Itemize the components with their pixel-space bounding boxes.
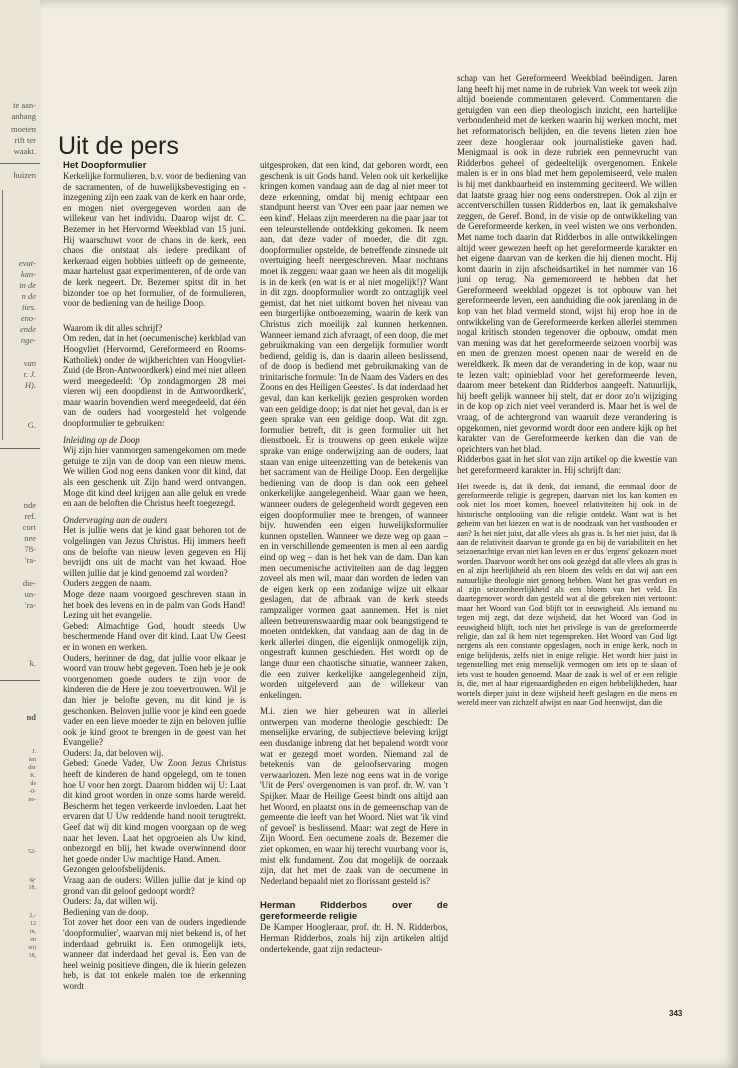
divider <box>0 163 40 164</box>
fragment: 78- <box>24 544 36 554</box>
fragment: huizen <box>13 170 36 180</box>
fragment: waakt. <box>13 146 36 156</box>
fragment: ties. <box>22 302 36 312</box>
fragment: nge- <box>20 335 36 345</box>
fragment: de <box>30 781 36 787</box>
paragraph: Ouders zeggen de naam. <box>63 578 152 589</box>
fragment: in, <box>29 929 36 935</box>
paragraph: Ridderbos gaat in het slot van zijn artikel op die kwestie van het gereformeerd karakter in. Hij schrijft dan: <box>457 454 677 475</box>
fragment: ten <box>28 757 36 763</box>
paragraph: Ouders, herinner de dag, dat jullie voor elkaar je woord van trouw hebt gegeven. Toen heb je je ook voorgenomen goede ouders te zijn voor de kinderen die de Here je zou toevertrouwen. Wil je dan hier je belofte geven, nu dit kind je is geschonken. Beloven jullie voor je kind een goede vader en een lieve moeder te zijn en beloven jullie ook je kind groot te brengen in de geest van het Evangelie? <box>63 652 246 748</box>
paragraph: Gebed: Almachtige God, houdt steeds Uw beschermende Hand over dit kind. Laat Uw Geest er in wonen en werken. <box>63 620 246 652</box>
fragment: r. J. <box>23 369 36 379</box>
paragraph: Bediening van de doop. <box>63 906 149 917</box>
fragment: ig- <box>29 877 36 883</box>
block-quote: Het tweede is, dat ik denk, dat iemand, die eenmaal door de gereformeerde religie is gegrepen, daarvan niet los kan komen en ook niet los moet komen, hoeveel relativiteiten hij ook in de historische ontplooiing van die religie ontdekt. Want wat is het geheim van het kiezen en wat is de noodzaak van het vasthouden er aan? Is het niet juist, dat alle vlees als gras is. Is het niet juist, dat ik aan de relativiteit daarvan te gronde ga en bij de variabiliteit en het seizoenachtige ervan niet kan leven en er dus 'ergens' gekozen moet worden. Daarvoor wordt het ons ook gezègd dat alle vlees als gras is en al zijn heerlijkheid als een bloem des velds en dat wij aan een natuurlijke theologie niet genoeg hebben. Want het gras verdort en al zijn seizoenheerlijkheid als een bloem van het veld. En daartegenover wordt dan gesteld wat al die gebreken niet vertoont: maar het Woord van God blijft tot in eeuwigheid. Als iemand nu tegen mij zegt, dat deze wijsheid, dat het Woord van God in eeuwigheid blijft, toch niet het privilege is van de gereformeerde religie, dan zal ik hem niet tegenspreken. Het Woord van God ligt nergens als een constante opgeslagen, noch in enige kerk, noch in enige belijdenis, zelfs niet in enige religie. Het wordt hier juist in tegenstelling met enig menselijk vermogen om iets op te slaan of iets vast te houden genoemd. Maar de zaak is wel of er een religie is, die, met al haar eigenaardigheden en eigen hebbelijkheden, haar wortels dieper juist in deze wijsheid heeft geslagen en die mens en wereld meer van zichzelf afwijst en naar God heenwijst, dan die <box>457 481 677 707</box>
fragment: ende <box>19 324 36 334</box>
fragment: nde <box>23 500 36 510</box>
column-2 <box>260 160 448 990</box>
paragraph: schap van het Gereformeerd Weekblad beëindigen. Jaren lang heeft hij met name in de rubriek Van week tot week zijn altijd boeiende commentaren geleverd. Commentaren die getuigden van een diep theologisch inzicht, een hartelijke verbondenheid met de kerken waarin hij werken mocht, met het reformatorisch belijden, en die tevens lieten zien hoe zeer deze hoogleraar ook journalistieke gaven had. Menigmaal is ook in deze rubriek een pennevrucht van Ridderbos geheel of gedeeltelijk overgenomen. Enkele malen is er in ons blad met hem gepolemiseerd, vele malen is hij met dankbaarheid en instemming geciteerd. We willen dat laatste graag hier nog eens onderstrepen. Ook al zijn er accentverschillen tussen Ridderbos en, laat ik gemakshalve zeggen, de Geref. Bond, in de visie op de ontwikkeling van de Gereformeerde kerken, in veel wisten we ons verbonden. Met name toch daarin dat Ridderbos in alle ontwikkelingen altijd weer gewezen heeft op het gereformeerde karakter en het eigene daarvan van de kerken die hij dienen mocht. Hij komt daarin in zijn afscheidsartikel in het nummer van 16 juni op terug. Na gememoreerd te hebben dat het Gereformeerd weekblad opgezet is tot opbouw van het gereformeerde leven, een aanduiding die ook jarenlang in de kop van het blad vermeld stond, wijst hij erop hoe in de ontwikkeling van de Gereformeerde kerken allerlei stemmen nogal kritisch stonden tegenover die opbouw, omdat men van mening was dat het gereformeerde seizoen voorbij was en men de grenzen moest openen naar de wereld en de wereldkerk. Ik meen dat de verandering in de kop, waar nu te lezen valt: opinieblad voor het gereformeerde leven, daarom meer betekent dan Ridderbos aangeeft. Natuurlijk, hij heeft gelijk wanneer hij stelt, dat er door zo'n wijziging in de kop op zich niet veel veranderd is. Maar het is wel de vraag, of de achtergrond van waaruit deze verandering is opgekomen, niet gevormd wordt door een andere kijk op het karakter van de Gereformeerde kerken dan die van de oprichters van het blad. <box>457 73 677 454</box>
section-heading: Het Doopformulier <box>63 160 147 171</box>
section-heading: Herman Ridderbos over de gereformeerde religie <box>260 900 448 923</box>
paragraph: Waarom ik dit alles schrijf? <box>63 322 163 333</box>
fragment: nd <box>26 712 36 722</box>
paragraph: uitgesproken, dat een kind, dat geboren wordt, een geschenk is uit Gods hand. Velen ook uit kerkelijke kringen komen vandaag aan de dag al niet meer tot deze erkenning, omdat bij menig echtpaar een standpunt heerst van 'Over een paar jaar nemen we een kind'. Helaas zijn meerderen na die paar jaar tot een teleurstellende ontdekking gekomen. Ik neem aan, dat deze vader of moeder, die dit zgn. doopformulier opstelde, de betreffende zinsnede uit overtuiging heeft neergeschreven. Maar nochtans moet ik zeggen: waar gaan we heen als dit mogelijk is in de kerk (en wat is er al niet mogelijk!)? Want in dit zgn. doopformulier wordt zo ontzaglijk veel gemist, dat het niet uitkomt boven het niveau van een burgerlijke ontboezeming, waarin de kerk van Christus zich moeilijk zal kunnen herkennen. Wanneer iemand zich afvraagt, of een doop, die met gebruikmaking van een dergelijk formulier wordt bediend, geldig is, dan is daarin alleen beslissend, of de doop is bediend met gebruikmaking van de trinitarische formule: 'In de Naam des Vaders en des Zoons en des Heiligen Geestes'. Is dat inderdaad het geval, dan kan kerkelijk gezien gesproken worden van een geldige doop; is dat niet het geval, dan is er geen sprake van een geldige doop. Wat dit zgn. formulier betreft, dit is geen formulier uit het dienstboek. Er is trouwens op geen enkele wijze sprake van enige onderwijzing aan de ouders, laat staan van enige uiteenzetting van de betekenis van het sacrament van de Heilige Doop. Een dergelijke bediening van de doop is dan ook een geheel onkerkelijke aangelegenheid. Waar gaan we heen, wanneer ouders de gelegenheid wordt gegeven een eigen doopformulier mee te brengen, of wanneer bijv. huwenden een eigen huwelijksformulier kunnen opstellen. Wanneer we deze weg op gaan – en in verschillende gemeenten is men al een aardig eind op weg – dan is het hek van de dam. Dan kan men oecumenische activiteiten aan de dag leggen zoveel als men wil, maar dan worden de leden van de eigen kerk op een zodanige wijze uit elkaar geslagen, dat de afbraak van de kerk steeds rampzaliger vormen gaat aannemen. Het is niet alleen betreurenswaardig maar ook beangstigend te moeten ontdekken, dat vandaag aan de dag in de kerk allerlei dingen, die eigenlijk onmogelijk zijn, ongestraft kunnen geschieden. Het wordt op de lange duur een chaotische situatie, wanneer zaken, die een zuiver kerkelijke aangelegenheid zijn, worden uitgeleverd aan de willekeur van enkelingen. <box>260 160 448 700</box>
fragment: J. <box>32 749 36 755</box>
paragraph: M.i. zien we hier gebeuren wat in allerlei ontwerpen van moderne theologie geschiedt: De menselijke ervaring, de subjectieve beleving krijgt een dusdanige inbreng dat het bepalend wordt voor wat er gezegd moet worden. Niemand zal de betekenis van de geloofservaring mogen verwaarlozen. Men leze nog eens wat in de vorige 'Uit de Pers' overgenomen is van prof. dr. W. van 't Spijker. Maar de Heilige Geest bindt ons altijd aan het Woord, en plaatst ons in de gemeenschap van de gemeente die leeft van het Woord. Niet wat 'ik vind of gevoel' is beslissend. Maar: wat zegt de Here in Zijn Woord. Een oecumene zoals dr. Bezemer die ziet opkomen, en waar hij terecht vuurbang voor is, mist elk fundament. Zou dat mogelijk de oorzaak zijn, dat het met de zaak van de oecumene in Nederland bepaald niet zo florissant gesteld is? <box>260 706 448 886</box>
subheading: Inleiding op de Doop <box>63 434 140 445</box>
fragment: nee <box>24 533 36 543</box>
fragment: en <box>30 937 36 943</box>
fragment: 12 <box>30 921 36 927</box>
subheading: Ondervraging aan de ouders <box>63 514 168 525</box>
paragraph: Wij zijn hier vanmorgen samengekomen om mede getuige te zijn van de doop van een nieuw mens. We willen God nog eens danken voor dit kind, dat als een geschenk uit Zijn hand werd ontvangen. Moge dit kind deel krijgen aan alle geluk en vrede en aan de beloften die Christus heeft toegezegd. <box>63 445 246 509</box>
fragment: 18, <box>28 953 36 959</box>
fragment: in de <box>19 280 36 290</box>
column-3 <box>457 73 677 1008</box>
divider <box>2 190 3 440</box>
fragment: cort <box>22 522 36 532</box>
fragment: un- <box>24 589 36 599</box>
fragment: 18, <box>28 885 36 891</box>
fragment: H). <box>24 380 36 390</box>
fragment: evat- <box>19 258 36 268</box>
fragment: G. <box>27 420 36 430</box>
paragraph: Het is jullie wens dat je kind gaat behoren tot de volgelingen van Jezus Christus. Hij immers heeft ons de belofte van nieuw leven gegeven en Hij bevrijdt ons uit de macht van het kwaad. Hoe willen jullie dat je kind genoemd zal worden? <box>63 525 246 578</box>
page-number: 343 <box>669 1009 683 1018</box>
paragraph: Tot zover het door een van de ouders ingediende 'doopformulier', waarvan mij niet bekend is, of het inderdaad gebruikt is. Een onmogelijk iets, wanneer dat inderdaad het geval is. Een van de heel weinig positieve dingen, die ik hierin gelezen heb, is dat tot enkele malen toe de erkenning wordt <box>63 917 246 990</box>
fragment: moeten <box>10 124 36 134</box>
paragraph: Gebed: Goede Vader, Uw Zoon Jezus Christus heeft de kinderen de hand opgelegd, om te tonen hoe U voor hen zorgt. Daarom bidden wij U: Laat dit kind groot worden in onze soms harde wereld. Bescherm het tegen verkeerde invloeden. Laat het ervaren dat U Uw reddende hand nooit terugtrekt. Geef dat wij dit kind mogen voorgaan op de weg naar het leven. Laat het opgroeien als Uw kind, onbezorgd en blij, het kwade overwinnend door het goede onder Uw machtige Hand. Amen. <box>63 758 246 864</box>
fragment: ne- <box>28 797 36 803</box>
fragment: ref. <box>24 511 36 521</box>
fragment: eno- <box>20 313 36 323</box>
fragment: 'ra- <box>25 555 36 565</box>
fragment: anhang <box>11 111 36 121</box>
fragment: k. <box>29 658 36 668</box>
paragraph: Om reden, dat in het (oecumenische) kerkblad van Hoogvliet (Hervormd, Gereformeerd en Rooms-Katholiek) onder de wijkberichten van Hoogvliet-Zuid (de Bron-Antwoordkerk) eind mei niet alleen werd meegedeeld: 'Op zondagmorgen 28 mei vieren wij een doopdienst in de Antwoordkerk', maar waarin bovendien werd meegedeeld, dat één van de ouders had voorgesteld het volgende doopformulier te gebruiken: <box>63 333 246 429</box>
paragraph: De Kamper Hoogleraar, prof. dr. H. N. Ridderbos, Herman Ridderbos, zoals hij zijn artikelen altijd ondertekende, gaat zijn redacteur- <box>260 922 448 954</box>
fragment: 52- <box>28 849 36 855</box>
fragment: der <box>28 765 36 771</box>
fragment: K. <box>30 773 36 779</box>
paragraph: Lezing uit het evangelie. <box>63 610 152 621</box>
fragment: 'ra- <box>25 600 36 610</box>
paragraph: Kerkelijke formulieren, b.v. voor de bediening van de sacramenten, of de huwelijksbevestiging en -inzegening zijn een zaak van de kerk en haar orde, en mogen niet overgegeven worden aan de willekeur van het individu. Daarop wijst dr. C. Bezemer in het Hervormd Weekblad van 15 juni. Hij waarschuwt voor de chaos in de kerk, een chaos die ontstaat als iedere predikant of kerkeraad eigen hobbies uitleeft op de gemeente, maar hartelust gaat experimenteren, of de orde van de kerk negeert. Dr. Bezemer spitst dit in het bizonder toe op het formulier, of de formulieren, voor de bediening van de heilige Doop. <box>63 171 246 309</box>
fragment: kan- <box>20 269 36 279</box>
fragment: -0- <box>29 789 36 795</box>
divider <box>0 448 40 449</box>
fragment: te aan- <box>13 100 36 110</box>
paragraph: Ouders: Ja, dat willen wij. <box>63 896 158 907</box>
paragraph: Ouders: Ja, dat beloven wij. <box>63 747 164 758</box>
paragraph: Gezongen geloofsbelijdenis. <box>63 864 166 875</box>
paragraph: Moge deze naam voorgoed geschreven staan in het boek des levens en in de palm van Gods Hand! <box>63 588 246 610</box>
fragment: van <box>23 358 36 368</box>
fragment: n de <box>21 291 36 301</box>
fragment: en) <box>28 945 36 951</box>
divider <box>0 680 40 681</box>
paragraph: Vraag aan de ouders: Willen jullie dat je kind op grond van dit geloof gedoopt wordt? <box>63 875 246 896</box>
page-title: Uit de pers <box>58 132 179 160</box>
fragment: die- <box>22 578 36 588</box>
adjacent-page-strip <box>0 0 40 1068</box>
fragment: 2,- <box>29 913 36 919</box>
column-1 <box>63 160 246 990</box>
fragment: rift ter <box>14 135 36 145</box>
